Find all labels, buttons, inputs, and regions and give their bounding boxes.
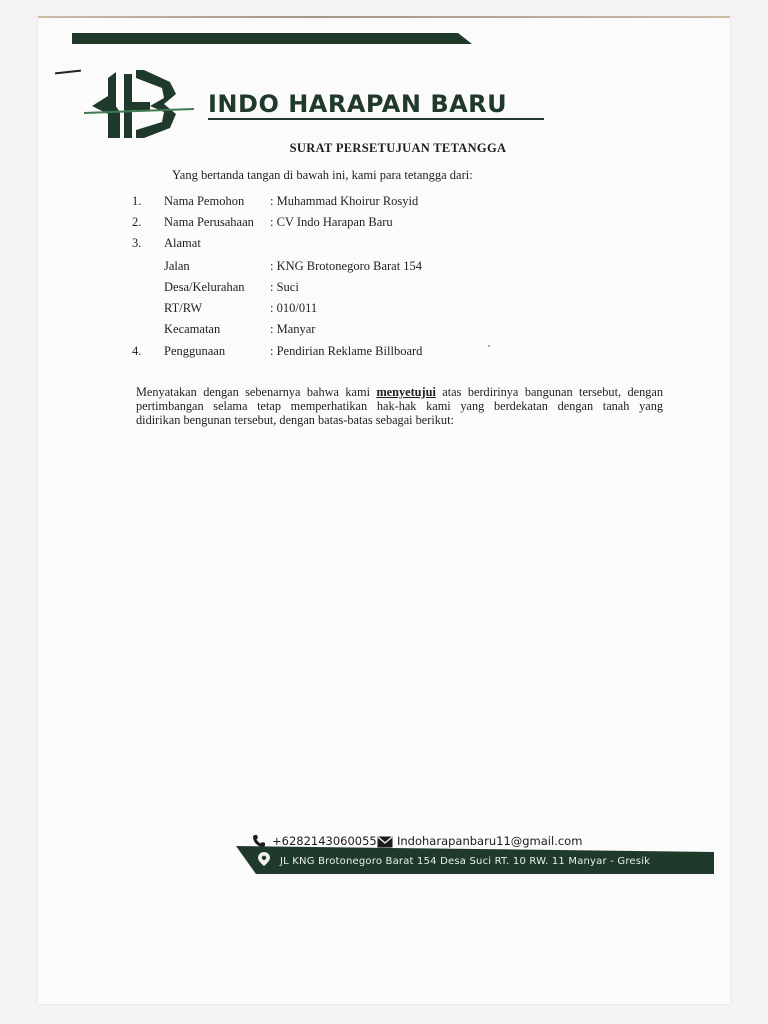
statement-text: Menyatakan dengan sebenarnya bahwa kami (136, 385, 377, 399)
statement-text: atas berdirinya bangunan tersebut, dengan (435, 385, 663, 399)
field-value: : Muhammad Khoirur Rosyid (270, 194, 419, 208)
scan-speck (488, 345, 490, 347)
field-number: 1. (132, 194, 142, 208)
statement-paragraph (136, 385, 663, 427)
field-value: : Pendirian Reklame Billboard (270, 344, 423, 358)
field-value: : 010/011 (270, 301, 318, 315)
statement-line: pertimbangan selama tetap memperhatikan hak-hak kami yang berdekatan dengan tanah yang (136, 399, 663, 413)
brand-name: INDO HARAPAN BARU (208, 90, 508, 118)
field-label: Kecamatan (164, 322, 221, 336)
brand-underline (208, 118, 544, 120)
field-label: RT/RW (164, 301, 203, 315)
field-label: Alamat (164, 236, 201, 250)
approval-keyword: menyetujui (376, 385, 436, 399)
field-number: 2. (132, 215, 142, 229)
field-label: Nama Pemohon (164, 194, 245, 208)
field-value: : CV Indo Harapan Baru (270, 215, 393, 229)
footer-address: JL KNG Brotonegoro Barat 154 Desa Suci RT. 10 RW. 11 Manyar - Gresik (280, 856, 651, 867)
ihb-logo (84, 68, 194, 140)
field-number: 4. (132, 344, 142, 358)
field-label: Penggunaan (164, 344, 226, 358)
statement-line (136, 385, 663, 399)
location-pin-icon (258, 852, 270, 866)
field-value: : Manyar (270, 322, 316, 336)
header-decor-bar (72, 31, 472, 45)
phone-number: +6282143060055 (272, 834, 377, 848)
field-label: Jalan (164, 259, 190, 273)
field-label: Nama Perusahaan (164, 215, 254, 229)
field-value: : KNG Brotonegoro Barat 154 (270, 259, 423, 273)
email-address: Indoharapanbaru11@gmail.com (397, 834, 583, 848)
document-title: SURAT PERSETUJUAN TETANGGA (289, 141, 507, 155)
statement-line: didirikan bengunan tersebut, dengan batas-batas sebagai berikut: (136, 413, 454, 427)
intro-text: Yang bertanda tangan di bawah ini, kami para tetangga dari: (172, 168, 473, 182)
field-label: Desa/Kelurahan (164, 280, 245, 294)
field-value: : Suci (270, 280, 299, 294)
field-number: 3. (132, 236, 142, 250)
